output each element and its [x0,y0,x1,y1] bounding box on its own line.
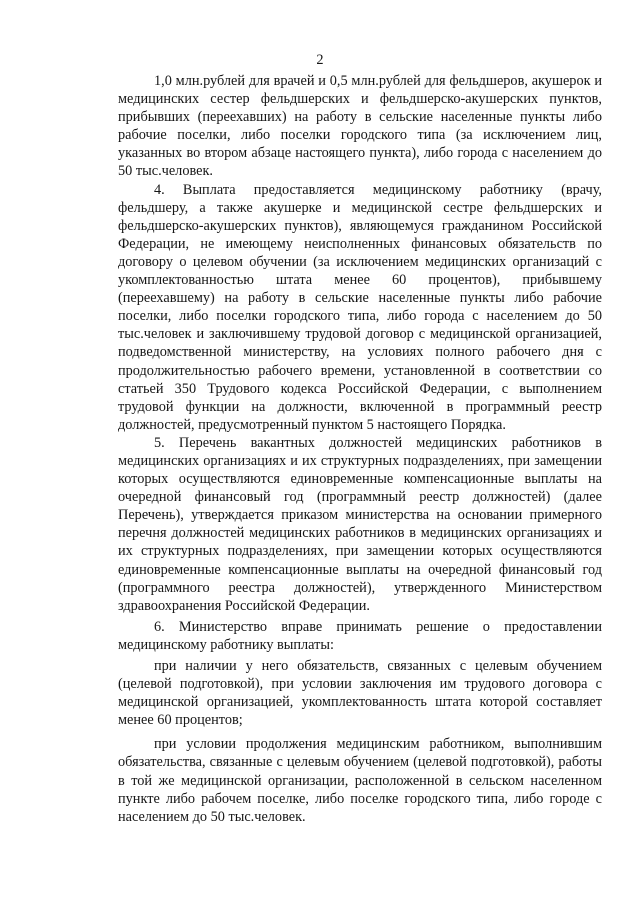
paragraph-payment-amounts: 1,0 млн.рублей для врачей и 0,5 млн.рублей для фельдшеров, акушерок и медицинских сестер фельдшерских и фельдшерско-акушерских пунктов, прибывших (переехавших) на работу в сельские населенные пункты либо рабочие поселки, либо поселки городского типа (за исключением лиц, указанных во втором абзаце настоящего пункта), либо города с населением до 50 тыс.человек. [118,73,602,180]
paragraph-item-6-ministry-decision: 6. Министерство вправе принимать решение о предоставлении медицинскому работнику выплаты: [118,618,602,653]
paragraph-item-5-position-list: 5. Перечень вакантных должностей медицинских работников в медицинских организациях и их структурных подразделениях, при замещении которых осуществляются единовременные компенсационные выплаты на очередной финансовый год (программный реестр должностей) (далее Перечень), утверждается приказом министерства на основании примерного перечня должностей медицинских работников в медицинских организациях и их структурных подразделениях, при замещении которых осуществляются единовременные компенсационные выплаты на очередной финансовый год (программного реестра должностей), утвержденного Министерством здравоохранения Российской Федерации. [118,434,602,614]
paragraph-condition-targeted-training: при наличии у него обязательств, связанных с целевым обучением (целевой подготовкой), при условии заключения им трудового договора с медицинской организацией, укомплектованность штата которой составляет менее 60 процентов; [118,658,602,729]
paragraph-condition-continued-work: при условии продолжения медицинским работником, выполнившим обязательства, связанные с целевым обучением (целевой подготовкой), работы в той же медицинской организации, расположенной в сельском населенном пункте либо рабочем поселке, либо поселке городского типа, либо городе с населением до 50 тыс.человек. [118,736,602,825]
paragraph-item-4-eligibility: 4. Выплата предоставляется медицинскому работнику (врачу, фельдшеру, а также акушерке и медицинской сестре фельдшерских и фельдшерско-акушерских пунктов), являющемуся гражданином Российской Федерации, не имеющему неисполненных финансовых обязательств по договору о целевом обучении (за исключением медицинских организаций с укомплектованностью штата менее 60 процентов), прибывшему (переехавшему) на работу в сельские населенные пункты либо рабочие поселки, либо поселки городского типа, либо города с населением до 50 тыс.человек и заключившему трудовой договор с медицинской организацией, подведомственной министерству, на условиях полного рабочего дня с продолжительностью рабочего времени, установленной в соответствии со статьей 350 Трудового кодекса Российской Федерации, с выполнением трудовой функции на должности, включенной в программный реестр должностей, предусмотренный пунктом 5 настоящего Порядка. [118,181,602,433]
page-number: 2 [316,52,324,68]
document-body [118,72,602,826]
